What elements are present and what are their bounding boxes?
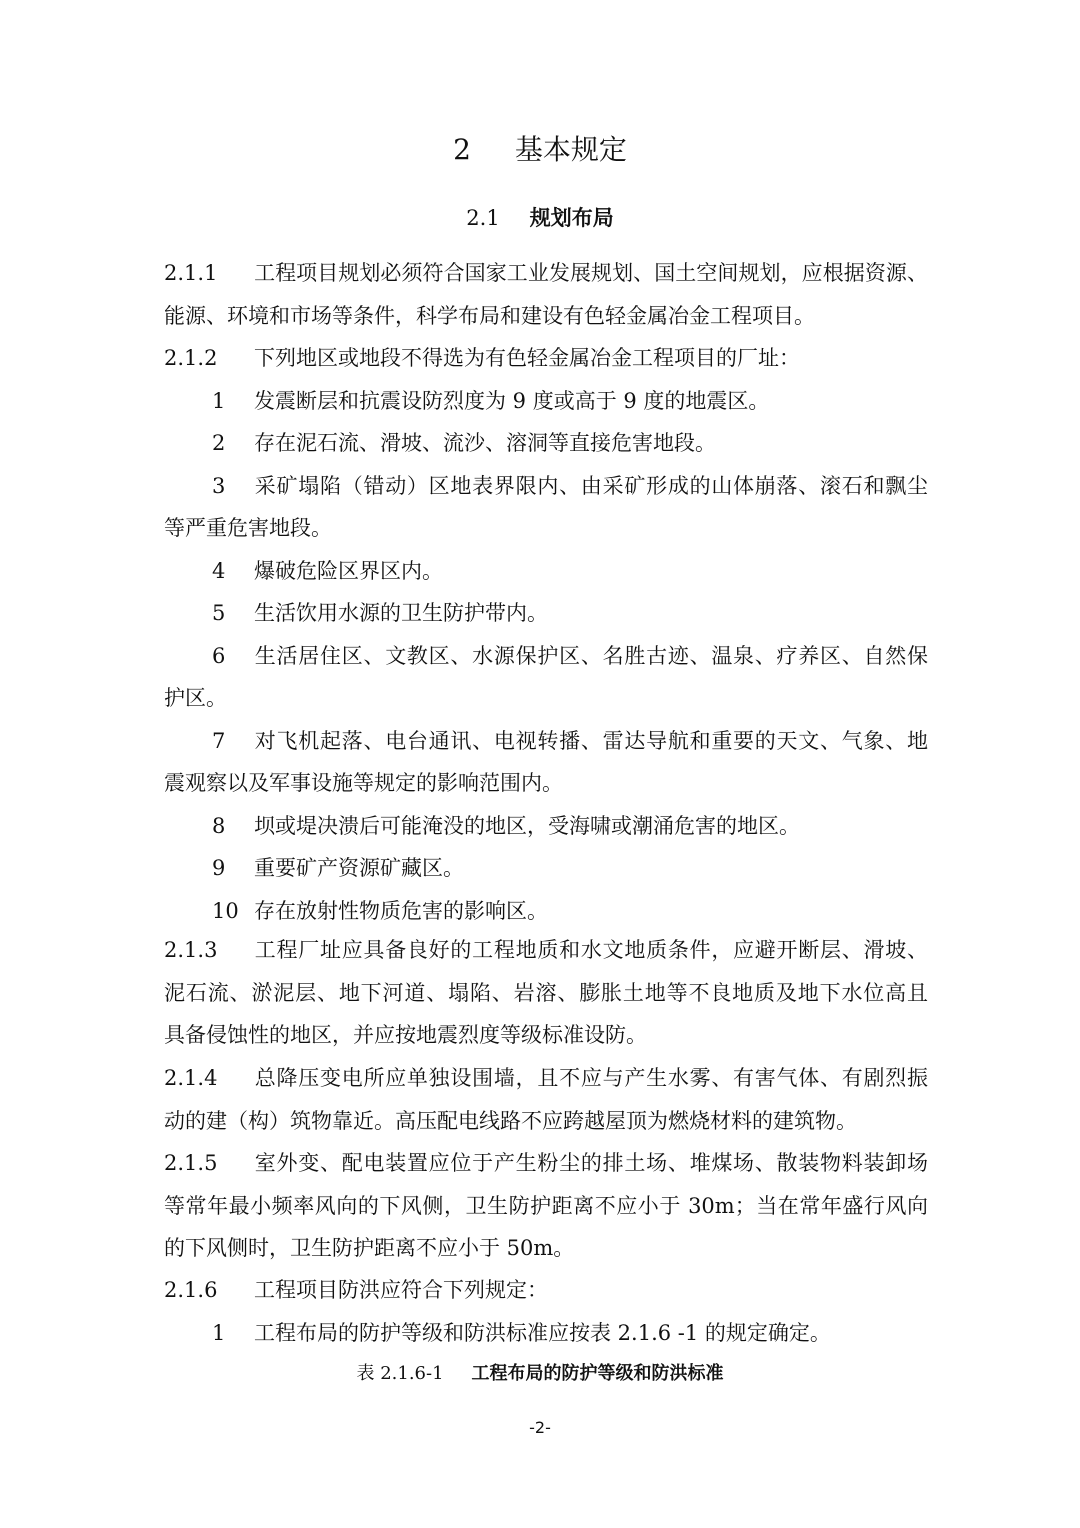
clause-number: 2.1.5 — [164, 1151, 218, 1175]
section-title-text: 规划布局 — [529, 206, 614, 230]
clause-text: 工程厂址应具备良好的工程地质和水文地质条件，应避开断层、滑坡、 — [254, 938, 928, 962]
section-title — [0, 198, 1080, 238]
table-caption — [0, 1356, 1080, 1392]
clause-line — [164, 252, 928, 295]
item-continuation: 等严重危害地段。 — [164, 516, 332, 540]
clause-text: 工程项目规划必须符合国家工业发展规划、国土空间规划，应根据资源、 — [254, 261, 928, 285]
list-item — [164, 380, 928, 423]
clause-number: 2.1.4 — [164, 1066, 218, 1090]
clause-line: 具备侵蚀性的地区，并应按地震烈度等级标准设防。 — [164, 1023, 647, 1047]
item-text: 存在放射性物质危害的影响区。 — [254, 898, 548, 923]
clause-line — [164, 1057, 928, 1100]
clause-line: 能源、环境和市场等条件，科学布局和建设有色轻金属冶金工程项目。 — [164, 303, 815, 328]
item-text: 坝或堤决溃后可能淹没的地区，受海啸或潮涌危害的地区。 — [254, 813, 800, 838]
item-continuation: 护区。 — [164, 686, 227, 710]
clause-line: 的下风侧时，卫生防护距离不应小于 50m。 — [164, 1236, 575, 1260]
clause-number: 2.1.2 — [164, 346, 218, 370]
clause-text: 下列地区或地段不得选为有色轻金属冶金工程项目的厂址： — [254, 346, 800, 370]
list-item — [164, 847, 928, 890]
clause-2-1-6 — [164, 1269, 928, 1354]
item-number: 8 — [212, 813, 226, 838]
clause-number: 2.1.3 — [164, 938, 218, 962]
item-text: 爆破危险区界区内。 — [254, 558, 443, 583]
list-item — [164, 635, 928, 678]
clause-line: 等常年最小频率风向的下风侧，卫生防护距离不应小于 30m；当在常年盛行风向 — [164, 1193, 928, 1218]
item-text: 发震断层和抗震设防烈度为 9 度或高于 9 度的地震区。 — [254, 388, 770, 413]
list-item — [164, 805, 928, 848]
clause-2-1-3 — [164, 929, 928, 1057]
clause-text: 工程项目防洪应符合下列规定： — [254, 1278, 548, 1302]
clause-text: 总降压变电所应单独设围墙，且不应与产生水雾、有害气体、有剧烈振 — [254, 1066, 928, 1090]
item-number: 6 — [212, 643, 226, 668]
item-text: 存在泥石流、滑坡、流沙、溶洞等直接危害地段。 — [254, 431, 716, 455]
clause-line: 动的建（构）筑物靠近。高压配电线路不应跨越屋顶为燃烧材料的建筑物。 — [164, 1108, 857, 1133]
clause-2-1-1 — [164, 252, 928, 337]
chapter-title — [0, 128, 1080, 172]
item-number: 9 — [212, 856, 226, 880]
list-item — [164, 720, 928, 763]
clause-text: 室外变、配电装置应位于产生粉尘的排土场、堆煤场、散装物料装卸场 — [254, 1151, 928, 1175]
list-item — [164, 592, 928, 635]
item-number: 1 — [212, 388, 226, 413]
clause-line — [164, 929, 928, 972]
section-number: 2.1 — [466, 206, 500, 230]
item-continuation: 震观察以及军事设施等规定的影响范围内。 — [164, 771, 563, 795]
item-number: 4 — [212, 558, 226, 583]
item-text: 工程布局的防护等级和防洪标准应按表 2.1.6 -1 的规定确定。 — [254, 1320, 831, 1345]
list-item — [164, 550, 928, 593]
list-item — [164, 1312, 928, 1355]
item-number: 10 — [212, 898, 239, 923]
item-text: 生活居住区、文教区、水源保护区、名胜古迹、温泉、疗养区、自然保 — [254, 643, 928, 668]
item-text: 重要矿产资源矿藏区。 — [254, 856, 464, 880]
list-item — [164, 465, 928, 508]
clause-line — [164, 1269, 928, 1312]
clause-line — [164, 1142, 928, 1185]
item-text: 对飞机起落、电台通讯、电视转播、雷达导航和重要的天文、气象、地 — [254, 728, 928, 753]
clause-2-1-4 — [164, 1057, 928, 1142]
chapter-number: 2 — [453, 133, 471, 166]
item-number: 2 — [212, 431, 226, 455]
page-number: -2- — [529, 1418, 551, 1437]
clause-line — [164, 337, 928, 380]
clause-number: 2.1.6 — [164, 1278, 218, 1302]
item-number: 7 — [212, 728, 226, 753]
clause-number: 2.1.1 — [164, 261, 218, 285]
list-item — [164, 890, 928, 933]
item-text: 生活饮用水源的卫生防护带内。 — [254, 601, 548, 625]
chapter-title-text: 基本规定 — [514, 133, 627, 166]
table-caption-text: 工程布局的防护等级和防洪标准 — [471, 1363, 724, 1384]
clause-2-1-5 — [164, 1142, 928, 1270]
item-text: 采矿塌陷（错动）区地表界限内、由采矿形成的山体崩落、滚石和飘尘 — [254, 473, 928, 498]
item-number: 3 — [212, 473, 226, 498]
item-number: 1 — [212, 1320, 226, 1345]
table-number: 表 2.1.6-1 — [356, 1363, 444, 1384]
clause-line: 泥石流、淤泥层、地下河道、塌陷、岩溶、膨胀土地等不良地质及地下水位高且 — [164, 980, 928, 1005]
clause-2-1-2 — [164, 337, 928, 932]
item-number: 5 — [212, 601, 226, 625]
list-item — [164, 422, 928, 465]
